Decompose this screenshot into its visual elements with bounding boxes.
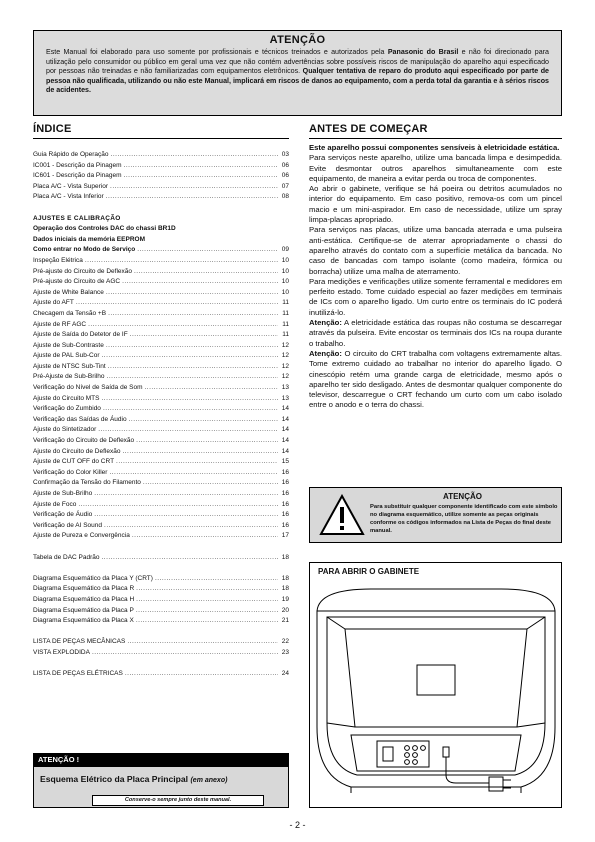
power-cord-plug (443, 747, 449, 757)
index-leader-dots (125, 669, 278, 680)
index-entry (33, 245, 289, 256)
schematic-title-text: Esquema Elétrico da Placa Principal (40, 774, 189, 784)
attention-label-2: Atenção: (309, 348, 342, 358)
table-of-contents (33, 150, 289, 680)
before-paragraph-3: Para serviços nas placas, utilize uma bancada aterrada e uma pulseira anti-estática. Certifique-se de aterrar apropriadamente o chassi do aparelho através do contato com a superfície metálica da bancada. No caso de bancadas com tampo isolante (como madeira, fórmica ou borracha) utilize uma malha de aterramento. (309, 225, 562, 276)
index-group-electrical (33, 669, 289, 680)
tv-rear-recess (345, 629, 527, 727)
index-entry (33, 574, 289, 585)
tv-back-cover (317, 611, 555, 787)
av-jack-icon (413, 760, 418, 765)
index-leader-dots (137, 245, 278, 256)
index-entry (33, 288, 289, 299)
power-cord (446, 757, 489, 783)
index-entry (33, 372, 289, 383)
index-entry (33, 362, 289, 373)
index-entry-page: 10 (281, 256, 289, 264)
schematic-title (40, 774, 227, 784)
tv-back-inner-bevel (327, 617, 545, 775)
index-leader-dots (144, 383, 278, 394)
index-leader-dots (103, 404, 278, 415)
index-leader-dots (124, 171, 278, 182)
index-leader-dots (134, 267, 278, 278)
index-entry (33, 648, 289, 659)
index-leader-dots (136, 606, 278, 617)
index-entry-page: 23 (281, 648, 289, 656)
index-leader-dots (122, 447, 278, 458)
index-entry-page: 24 (281, 670, 289, 678)
av-jack-icon (405, 760, 410, 765)
caution-text: Para substituir qualquer componente identificado com este símbolo no diagrama esquemático, utilize somente as peças originais conforme os códigos informados na Lista de Peças do final deste manual. (370, 504, 558, 534)
index-entry-page: 12 (281, 362, 289, 370)
index-entry (33, 320, 289, 331)
index-entry-label: Checagem da Tensão +B (33, 309, 107, 317)
index-entry-page: 07 (281, 182, 289, 190)
index-entry (33, 637, 289, 648)
page-number: - 2 - (289, 820, 306, 830)
index-entry (33, 478, 289, 489)
index-entry-page: 16 (281, 511, 289, 519)
index-group-dac-table (33, 553, 289, 564)
index-entry-label: Ajuste de Sub-Contraste (33, 341, 104, 349)
index-entry (33, 553, 289, 564)
index-entry-page: 09 (281, 246, 289, 254)
index-entry-label: Ajuste de Foco (33, 500, 77, 508)
index-entry-label: Pré-ajuste do Circuito de AGC (33, 278, 121, 286)
index-entry (33, 351, 289, 362)
warning-brand: Panasonic do Brasil (387, 48, 459, 56)
index-entry-label: Guia Rápido de Operação (33, 151, 109, 158)
index-entry-label: Tabela de DAC Padrão (33, 553, 100, 561)
index-entry-label: Pré-Ajuste de Sub-Brilho (33, 373, 105, 381)
power-plug (489, 777, 503, 791)
index-entry-label: Confirmação da Tensão do Filamento (33, 479, 141, 487)
index-entry-label: Diagrama Esquemático da Placa X (33, 617, 134, 625)
index-entry-label: Diagrama Esquemático da Placa H (33, 595, 135, 603)
schematic-notice-box (33, 766, 289, 808)
index-entry (33, 436, 289, 447)
index-entry-label: Verificação do Color Killer (33, 468, 108, 476)
warning-text-bold: Qualquer tentativa de reparo do produto aqui especificado por parte de pessoa não qualificada, utilizando ou não este Manual, implicará em riscos de danos ao equipamento, com a perda total da garantia e à sérios riscos de acidentes. (46, 67, 549, 95)
index-group-adjustments (33, 245, 289, 542)
before-rule (309, 138, 562, 139)
index-entry-page: 18 (281, 553, 289, 561)
index-entry-page: 12 (281, 341, 289, 349)
open-cabinet-title: PARA ABRIR O GABINETE (318, 567, 420, 576)
index-entry-page: 14 (281, 447, 289, 455)
attention-bar: ATENÇÃO ! (33, 753, 289, 766)
index-entry (33, 298, 289, 309)
index-leader-dots (129, 415, 278, 426)
index-entry-label: Verificação das Saídas de Áudio (33, 415, 127, 423)
index-leader-dots (127, 637, 278, 648)
index-entry-label: Como entrar no Modo de Serviço (33, 246, 136, 254)
before-paragraph-6-text: O circuito do CRT trabalha com voltagens extremamente altas. Tome extremo cuidado ao trabalhar no interior do aparelho ligado. O cinescópio retém uma grande carga de eletricidade, mesmo após o aparelho ter sido desligado. Antes de desmontar qualquer componente do televisor, descarregue o CRT fechando um curto com um cabo isolado entre o anodo e o terra do chassi. (309, 348, 562, 410)
index-entry-label: Ajuste de CUT OFF do CRT (33, 458, 115, 466)
index-entry-label: Verificação de AI Sound (33, 521, 103, 529)
index-leader-dots (104, 521, 278, 532)
index-entry-page: 13 (281, 394, 289, 402)
av-jack-icon (421, 746, 426, 751)
tv-rear-label (417, 665, 455, 695)
index-entry-page: 16 (281, 479, 289, 487)
antenna-terminal-icon (383, 747, 393, 761)
index-entry-page: 14 (281, 405, 289, 413)
index-leader-dots (107, 372, 278, 383)
index-entry-label: Ajuste de Saída do Detetor de IF (33, 331, 128, 339)
index-entry-page: 11 (282, 299, 289, 307)
index-entry-page: 14 (281, 437, 289, 445)
before-paragraph-4: Para medições e verificações utilize somente ferramental e medidores em perfeito estado. Tome cuidado especial ao fazer medições em terminais de ICs com o aparelho ligado. Um curto entre os terminais do IC poderá inutilizá-lo. (309, 276, 562, 317)
index-entry (33, 309, 289, 320)
jack-panel (377, 741, 429, 767)
index-entry-label: Verificação de Áudio (33, 511, 93, 519)
index-entry-label: Diagrama Esquemático da Placa P (33, 606, 134, 614)
warning-text (46, 48, 549, 96)
index-leader-dots (136, 595, 278, 606)
index-entry (33, 383, 289, 394)
index-entry-label: Inspeção Elétrica (33, 256, 83, 264)
index-entry (33, 606, 289, 617)
schematic-keep-note: Conserve-o sempre junto deste manual. (92, 795, 264, 806)
index-rule (33, 138, 289, 139)
index-entry-page: 06 (281, 172, 289, 180)
before-paragraph-1: Para serviços neste aparelho, utilize uma bancada limpa e desimpedida. Evite desmontar outros aparelhos simultaneamente com este equipamento, de maneira a evitar perda ou troca de componentes. (309, 153, 562, 183)
index-entry (33, 415, 289, 426)
adjustments-heading: AJUSTES E CALIBRAÇÃO (33, 214, 121, 222)
index-entry-label: Verificação do Circuito de Deflexão (33, 437, 135, 445)
index-leader-dots (76, 298, 278, 309)
index-group-mechanical (33, 637, 289, 658)
index-entry-page: 12 (281, 373, 289, 381)
index-entry-label: Ajuste de Sub-Brilho (33, 490, 93, 497)
index-entry-page: 03 (281, 151, 289, 158)
index-leader-dots (98, 425, 278, 436)
index-entry (33, 616, 289, 627)
index-entry (33, 669, 289, 680)
index-leader-dots (92, 648, 278, 659)
index-entry-page: 10 (281, 288, 289, 296)
before-body (309, 143, 562, 411)
av-jack-icon (405, 746, 410, 751)
index-entry-label: Pré-ajuste do Circuito de Deflexão (33, 267, 132, 275)
index-leader-dots (101, 394, 278, 405)
av-jack-icon (413, 753, 418, 758)
before-intro: Este aparelho possui componentes sensíveis à eletricidade estática. (309, 143, 560, 152)
index-entry (33, 521, 289, 532)
index-entry-label: Ajuste do AFT (33, 299, 74, 307)
index-entry-page: 20 (281, 606, 289, 614)
index-entry-page: 11 (282, 320, 289, 328)
index-entry-page: 18 (281, 574, 289, 582)
before-paragraph-2: Ao abrir o gabinete, verifique se há poeira ou detritos acumulados no interior do equipamento. Em caso positivo, remova-os com um pincel macio e um mini-aspirador. Em caso de necessidade, utilize um spray limpa-placas apropriado. (309, 184, 562, 225)
index-entry (33, 192, 289, 203)
index-entry-page: 18 (281, 585, 289, 593)
warning-box (33, 30, 562, 116)
index-entry-label: Ajuste do Sintetizador (33, 426, 97, 434)
index-entry-label: Diagrama Esquemático da Placa Y (CRT) (33, 574, 153, 582)
open-cabinet-box (309, 562, 562, 808)
index-entry (33, 150, 289, 161)
adjustments-subheading-eeprom: Dados iniciais da memória EEPROM (33, 235, 145, 243)
index-leader-dots (124, 161, 278, 172)
index-leader-dots (155, 574, 278, 585)
index-entry (33, 341, 289, 352)
before-paragraph-5 (309, 318, 562, 349)
index-entry (33, 256, 289, 267)
index-entry-label: Ajuste de PAL Sub-Cor (33, 352, 100, 360)
index-entry-label: IC601 - Descrição da Pinagem (33, 172, 122, 180)
index-entry-label: Ajuste de White Balance (33, 288, 104, 296)
index-leader-dots (78, 500, 278, 511)
index-entry (33, 277, 289, 288)
warning-title: ATENÇÃO (269, 34, 326, 46)
index-entry-page: 11 (282, 331, 289, 339)
index-leader-dots (106, 192, 278, 203)
index-entry (33, 161, 289, 172)
index-leader-dots (136, 584, 278, 595)
index-entry-page: 10 (281, 267, 289, 275)
before-paragraph-6 (309, 349, 562, 411)
index-entry-label: Diagrama Esquemático da Placa R (33, 585, 135, 593)
index-leader-dots (88, 320, 278, 331)
attention-label-1: Atenção: (309, 318, 342, 328)
index-entry-label: Ajuste do Circuito MTS (33, 394, 100, 402)
caution-title: ATENÇÃO (443, 492, 482, 501)
index-group-schematics (33, 574, 289, 627)
index-leader-dots (132, 531, 278, 542)
index-entry-page: 15 (281, 458, 289, 466)
index-entry-label: Placa A/C - Vista Superior (33, 182, 109, 190)
index-entry (33, 404, 289, 415)
index-leader-dots (94, 510, 278, 521)
warning-triangle-icon (319, 494, 365, 536)
index-entry-page: 11 (282, 309, 289, 317)
index-leader-dots (85, 256, 278, 267)
index-leader-dots (130, 330, 278, 341)
index-entry-label: LISTA DE PEÇAS ELÉTRICAS (33, 670, 123, 678)
index-leader-dots (136, 616, 278, 627)
before-heading: ANTES DE COMEÇAR (309, 123, 428, 135)
schematic-title-note: (em anexo) (190, 777, 228, 784)
index-entry-page: 17 (281, 532, 289, 540)
index-leader-dots (108, 309, 278, 320)
index-entry-page: 14 (281, 415, 289, 423)
tv-rear-illustration (311, 577, 561, 807)
index-entry (33, 425, 289, 436)
index-entry-label: LISTA DE PEÇAS MECÂNICAS (33, 638, 126, 646)
av-jack-icon (405, 753, 410, 758)
index-entry (33, 595, 289, 606)
index-entry-label: Ajuste de NTSC Sub-Tint (33, 362, 106, 370)
index-leader-dots (106, 341, 278, 352)
index-entry (33, 330, 289, 341)
index-entry-page: 13 (281, 384, 289, 392)
index-entry (33, 468, 289, 479)
index-entry (33, 394, 289, 405)
index-leader-dots (108, 362, 278, 373)
index-heading: ÍNDICE (33, 123, 72, 135)
index-leader-dots (110, 182, 278, 193)
index-entry-page: 16 (281, 468, 289, 476)
index-entry-page: 14 (281, 426, 289, 434)
index-entry (33, 447, 289, 458)
adjustments-subheading-dac: Operação dos Controles DAC do chassi BR1D (33, 225, 176, 233)
index-entry-page: 12 (281, 352, 289, 360)
index-leader-dots (106, 288, 278, 299)
index-leader-dots (101, 351, 278, 362)
index-entry-label: IC001 - Descrição da Pinagem (33, 161, 122, 169)
index-entry (33, 182, 289, 193)
index-leader-dots (122, 277, 278, 288)
index-entry (33, 510, 289, 521)
index-entry-label: Ajuste de RF AGC (33, 320, 87, 328)
index-leader-dots (136, 436, 278, 447)
index-entry (33, 171, 289, 182)
index-entry-page: 08 (281, 193, 289, 201)
index-entry (33, 267, 289, 278)
warning-text-b: e não foi direcionado para utilização pelo consumidor ou público em geral uma vez que não contém advertências sobre possíveis riscos de manipulação do aparelho aqui especificado por pessoas não treinadas e não familiarizadas com equipamentos eletrônicos. (46, 48, 549, 76)
index-leader-dots (102, 553, 279, 564)
index-entry-label: VISTA EXPLODIDA (33, 648, 90, 656)
index-entry (33, 500, 289, 511)
index-entry-label: Ajuste do Circuito de Deflexão (33, 447, 121, 455)
index-entry-label: Verificação do Zumbido (33, 405, 101, 413)
index-leader-dots (109, 468, 278, 479)
index-leader-dots (143, 478, 278, 489)
caution-box (309, 487, 562, 543)
index-entry (33, 457, 289, 468)
index-entry-label: Placa A/C - Vista Inferior (33, 193, 104, 201)
index-entry-page: 06 (281, 161, 289, 169)
index-entry (33, 531, 289, 542)
av-jack-icon (413, 746, 418, 751)
index-entry-page: 16 (281, 490, 289, 497)
index-entry (33, 489, 289, 500)
warning-text-a: Este Manual foi elaborado para uso somente por profissionais e técnicos treinados e autorizados pela (46, 48, 388, 56)
index-leader-dots (116, 457, 278, 468)
index-entry-label: Verificação do Nível de Saída de Som (33, 384, 143, 392)
index-entry-page: 10 (281, 278, 289, 286)
before-paragraph-5-text: A eletricidade estática das roupas não costuma se descarregar através da pulseira. Evite encostar os terminais dos ICs na roupa durante o trabalho. (309, 318, 562, 348)
index-group-general (33, 150, 289, 203)
index-entry (33, 584, 289, 595)
index-entry-page: 21 (281, 617, 289, 625)
index-leader-dots (94, 489, 278, 500)
index-leader-dots (111, 150, 278, 161)
index-entry-page: 22 (281, 638, 289, 646)
index-entry-page: 19 (281, 595, 289, 603)
index-entry-label: Ajuste de Pureza e Convergência (33, 532, 130, 540)
index-entry-page: 16 (281, 500, 289, 508)
index-entry-page: 16 (281, 521, 289, 529)
tv-top-outline (317, 589, 555, 611)
